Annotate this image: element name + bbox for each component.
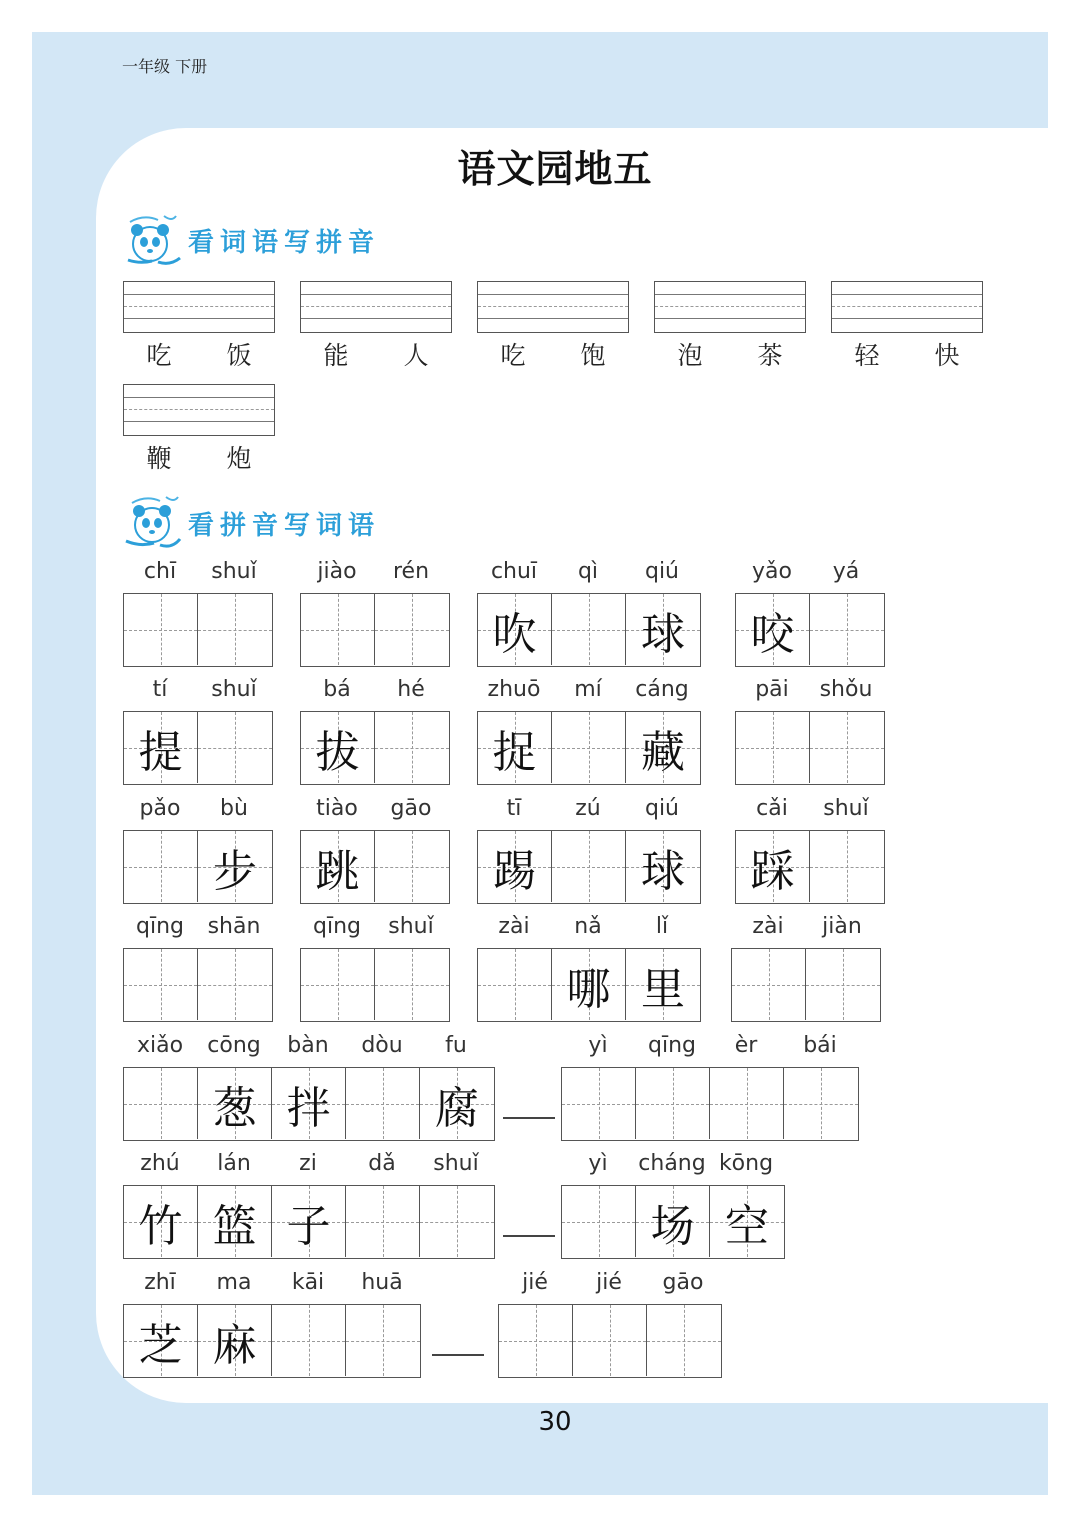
tianzige-cell[interactable] — [301, 831, 375, 902]
grid-character — [647, 1305, 721, 1376]
tianzige-grid — [300, 830, 450, 904]
tianzige-grid — [123, 948, 273, 1022]
tianzige-grid — [123, 593, 273, 667]
tianzige-grid — [561, 1185, 785, 1259]
grid-character — [375, 831, 449, 902]
dash-separator — [432, 1354, 484, 1356]
page-title: 语文园地五 — [457, 146, 653, 191]
word-character: 茶 — [757, 341, 783, 370]
grid-character — [810, 831, 884, 902]
pinyin-label: jié — [596, 1270, 622, 1295]
tianzige-cell[interactable] — [478, 831, 552, 902]
grid-character — [198, 712, 272, 783]
pinyin-label: qiú — [644, 559, 680, 584]
page-number: 30 — [538, 1407, 572, 1437]
tianzige-grid — [477, 711, 701, 785]
pinyin-label: huā — [361, 1270, 403, 1295]
section-2-header — [124, 493, 380, 553]
tianzige-cell[interactable] — [124, 712, 198, 783]
tianzige-cell[interactable] — [124, 1186, 198, 1257]
grid-character — [272, 1305, 345, 1376]
tianzige-grid — [477, 830, 701, 904]
tianzige-cell[interactable] — [124, 594, 198, 665]
pinyin-label: pǎo — [139, 796, 181, 821]
tianzige-cell[interactable] — [420, 1186, 494, 1257]
pinyin-label: qiú — [644, 796, 680, 821]
grade-label: 一年级 下册 — [122, 57, 208, 76]
word-character: 泡 — [677, 341, 703, 370]
tianzige-cell[interactable] — [499, 1305, 573, 1376]
grid-character — [375, 594, 449, 665]
grid-character — [301, 594, 374, 665]
grid-character: 场 — [650, 1200, 695, 1252]
grid-character: 里 — [641, 963, 685, 1015]
pinyin-label: zú — [575, 796, 601, 821]
pinyin-label: nǎ — [574, 914, 602, 939]
pinyin-label: ma — [216, 1270, 252, 1295]
grid-character: 葱 — [212, 1082, 257, 1134]
grid-character — [810, 594, 884, 665]
pinyin-label: bá — [323, 677, 351, 702]
grid-character: 咬 — [750, 608, 795, 660]
pinyin-label: shuǐ — [211, 677, 257, 702]
pinyin-label: zài — [752, 914, 784, 939]
pinyin-label: kōng — [718, 1151, 774, 1176]
tianzige-cell[interactable] — [301, 949, 375, 1020]
tianzige-cell[interactable] — [198, 712, 272, 783]
tianzige-cell[interactable] — [346, 1068, 420, 1139]
grid-character — [710, 1068, 783, 1139]
tianzige-cell[interactable] — [346, 1186, 420, 1257]
tianzige-cell[interactable] — [198, 1186, 272, 1257]
grid-character — [810, 712, 884, 783]
grid-character — [562, 1186, 635, 1257]
pinyin-label: jié — [522, 1270, 548, 1295]
pinyin-write-box[interactable] — [831, 281, 983, 333]
grid-character — [301, 949, 374, 1020]
pinyin-label: cǎi — [756, 796, 788, 821]
tianzige-cell[interactable] — [784, 1068, 858, 1139]
word-character: 炮 — [226, 444, 252, 473]
panda-icon — [124, 212, 182, 268]
tianzige-cell[interactable] — [552, 594, 626, 665]
tianzige-cell[interactable] — [736, 712, 810, 783]
grid-character: 步 — [213, 845, 257, 897]
grid-character — [124, 594, 197, 665]
grid-character — [806, 949, 880, 1020]
grid-character — [346, 1186, 419, 1257]
tianzige-cell[interactable] — [375, 594, 449, 665]
grid-character: 空 — [725, 1200, 769, 1252]
grid-character — [478, 949, 551, 1020]
tianzige-grid — [731, 948, 881, 1022]
tianzige-cell[interactable] — [198, 594, 272, 665]
tianzige-cell[interactable] — [636, 1186, 710, 1257]
tianzige-cell[interactable] — [478, 712, 552, 783]
grid-character: 捉 — [492, 726, 537, 778]
grid-character — [420, 1186, 494, 1257]
pinyin-label: qì — [577, 559, 599, 584]
tianzige-cell[interactable] — [198, 831, 272, 902]
word-character: 轻 — [854, 341, 880, 370]
tianzige-grid — [123, 711, 273, 785]
pinyin-label: bù — [220, 796, 248, 821]
tianzige-cell[interactable] — [272, 1068, 346, 1139]
grid-character — [124, 949, 197, 1020]
grid-character: 球 — [641, 608, 685, 660]
tianzige-grid — [123, 1304, 421, 1378]
tianzige-cell[interactable] — [810, 831, 884, 902]
tianzige-grid — [477, 948, 701, 1022]
pinyin-label: bàn — [287, 1033, 329, 1058]
tianzige-cell[interactable] — [375, 712, 449, 783]
pinyin-write-box[interactable] — [300, 281, 452, 333]
pinyin-label: tí — [152, 677, 168, 702]
pinyin-label: rén — [392, 559, 430, 584]
tianzige-cell[interactable] — [478, 949, 552, 1020]
pinyin-label: bái — [803, 1033, 837, 1058]
pinyin-label: zhuō — [487, 677, 541, 702]
tianzige-cell[interactable] — [198, 1305, 272, 1376]
grid-character — [198, 949, 272, 1020]
tianzige-cell[interactable] — [552, 712, 626, 783]
pinyin-label: dòu — [361, 1033, 403, 1058]
grid-character — [562, 1068, 635, 1139]
tianzige-cell[interactable] — [124, 949, 198, 1020]
grid-character — [375, 712, 449, 783]
tianzige-cell[interactable] — [732, 949, 806, 1020]
grid-character: 踢 — [492, 845, 537, 897]
tianzige-cell[interactable] — [710, 1068, 784, 1139]
grid-character — [499, 1305, 572, 1376]
panda-icon — [124, 495, 182, 551]
pinyin-label: zhú — [140, 1151, 180, 1176]
grid-character: 提 — [138, 726, 183, 778]
tianzige-cell[interactable] — [375, 949, 449, 1020]
tianzige-cell[interactable] — [375, 831, 449, 902]
word-character: 快 — [934, 341, 960, 370]
pinyin-label: kāi — [291, 1270, 325, 1295]
tianzige-grid — [300, 711, 450, 785]
tianzige-cell[interactable] — [573, 1305, 647, 1376]
pinyin-label: zi — [299, 1151, 317, 1176]
pinyin-label: zài — [498, 914, 530, 939]
tianzige-grid — [123, 1067, 495, 1141]
pinyin-write-box[interactable] — [477, 281, 629, 333]
word-character: 吃 — [500, 341, 526, 370]
pinyin-label: jiàn — [822, 914, 862, 939]
pinyin-label: mí — [574, 677, 602, 702]
tianzige-grid — [735, 593, 885, 667]
grid-character — [573, 1305, 646, 1376]
tianzige-grid — [477, 593, 701, 667]
pinyin-label: yǎo — [752, 559, 792, 584]
section-1-header — [124, 210, 380, 270]
grid-character — [375, 949, 449, 1020]
pinyin-label: shǒu — [819, 677, 873, 702]
pinyin-write-box[interactable] — [123, 384, 275, 436]
tianzige-cell[interactable] — [272, 1186, 346, 1257]
grid-character — [346, 1305, 420, 1376]
tianzige-cell[interactable] — [124, 831, 198, 902]
tianzige-cell[interactable] — [626, 831, 700, 902]
pinyin-label: cōng — [207, 1033, 261, 1058]
tianzige-cell[interactable] — [301, 712, 375, 783]
tianzige-cell[interactable] — [552, 949, 626, 1020]
pinyin-label: zhī — [144, 1270, 176, 1295]
pinyin-label: shān — [207, 914, 261, 939]
tianzige-cell[interactable] — [552, 831, 626, 902]
pinyin-label: yá — [832, 559, 860, 584]
grid-character — [346, 1068, 419, 1139]
tianzige-cell[interactable] — [636, 1068, 710, 1139]
tianzige-cell[interactable] — [626, 949, 700, 1020]
pinyin-write-box[interactable] — [654, 281, 806, 333]
pinyin-label: gāo — [662, 1270, 704, 1295]
pinyin-label: shuǐ — [211, 559, 257, 584]
tianzige-cell[interactable] — [736, 594, 810, 665]
tianzige-cell[interactable] — [647, 1305, 721, 1376]
grid-character — [198, 594, 272, 665]
grid-character: 球 — [641, 845, 685, 897]
grid-character: 哪 — [566, 963, 611, 1015]
grid-character: 篮 — [212, 1200, 257, 1252]
pinyin-label: lán — [217, 1151, 251, 1176]
tianzige-cell[interactable] — [736, 831, 810, 902]
tianzige-cell[interactable] — [478, 594, 552, 665]
pinyin-label: cáng — [635, 677, 689, 702]
tianzige-cell[interactable] — [346, 1305, 420, 1376]
grid-character: 拌 — [286, 1082, 331, 1134]
tianzige-grid — [123, 830, 273, 904]
grid-character — [736, 712, 809, 783]
word-character: 鞭 — [146, 444, 172, 473]
grid-character — [124, 831, 197, 902]
word-character: 人 — [403, 341, 429, 370]
pinyin-label: chī — [143, 559, 177, 584]
grid-character — [124, 1068, 197, 1139]
tianzige-cell[interactable] — [626, 594, 700, 665]
word-character: 饭 — [226, 341, 252, 370]
tianzige-grid — [735, 711, 885, 785]
tianzige-grid — [561, 1067, 859, 1141]
tianzige-cell[interactable] — [124, 1068, 198, 1139]
pinyin-label: jiào — [317, 559, 357, 584]
pinyin-label: èr — [734, 1033, 758, 1058]
grid-character — [552, 831, 625, 902]
tianzige-cell[interactable] — [272, 1305, 346, 1376]
grid-character — [636, 1068, 709, 1139]
pinyin-label: shuǐ — [388, 914, 434, 939]
grid-character: 竹 — [138, 1200, 183, 1252]
tianzige-cell[interactable] — [810, 594, 884, 665]
tianzige-cell[interactable] — [198, 949, 272, 1020]
tianzige-grid — [123, 1185, 495, 1259]
tianzige-cell[interactable] — [810, 712, 884, 783]
pinyin-label: lǐ — [655, 914, 669, 939]
tianzige-cell[interactable] — [710, 1186, 784, 1257]
pinyin-label: pāi — [755, 677, 789, 702]
pinyin-label: qīng — [648, 1033, 696, 1058]
pinyin-label: qīng — [313, 914, 361, 939]
pinyin-label: shuǐ — [823, 796, 869, 821]
pinyin-label: yì — [588, 1033, 608, 1058]
tianzige-cell[interactable] — [806, 949, 880, 1020]
pinyin-label: tī — [506, 796, 522, 821]
tianzige-grid — [300, 948, 450, 1022]
word-character: 饱 — [580, 341, 606, 370]
dash-separator — [503, 1235, 555, 1237]
grid-character: 腐 — [435, 1082, 479, 1134]
dash-separator — [503, 1117, 555, 1119]
grid-character: 麻 — [212, 1319, 257, 1371]
tianzige-cell[interactable] — [124, 1305, 198, 1376]
grid-character: 吹 — [492, 608, 537, 660]
grid-character: 芝 — [138, 1319, 183, 1371]
pinyin-label: qīng — [136, 914, 184, 939]
tianzige-grid — [300, 593, 450, 667]
section-2-title: 看拼音写词语 — [188, 510, 381, 541]
tianzige-cell[interactable] — [626, 712, 700, 783]
grid-character — [732, 949, 805, 1020]
tianzige-cell[interactable] — [562, 1186, 636, 1257]
pinyin-label: yì — [588, 1151, 608, 1176]
section-1-title: 看词语写拼音 — [188, 227, 381, 258]
grid-character — [552, 594, 625, 665]
grid-character: 拔 — [315, 726, 360, 778]
tianzige-cell[interactable] — [562, 1068, 636, 1139]
pinyin-label: cháng — [638, 1151, 706, 1176]
tianzige-grid — [498, 1304, 722, 1378]
grid-character — [784, 1068, 858, 1139]
grid-character: 子 — [286, 1200, 331, 1252]
pinyin-label: dǎ — [368, 1151, 396, 1176]
pinyin-label: shuǐ — [433, 1151, 479, 1176]
tianzige-cell[interactable] — [198, 1068, 272, 1139]
word-character: 能 — [323, 341, 349, 370]
pinyin-label: tiào — [316, 796, 358, 821]
pinyin-label: xiǎo — [136, 1033, 184, 1058]
tianzige-cell[interactable] — [301, 594, 375, 665]
pinyin-label: hé — [397, 677, 425, 702]
grid-character: 踩 — [750, 845, 795, 897]
tianzige-cell[interactable] — [420, 1068, 494, 1139]
grid-character: 藏 — [641, 726, 685, 778]
pinyin-write-box[interactable] — [123, 281, 275, 333]
grid-character — [552, 712, 625, 783]
tianzige-grid — [735, 830, 885, 904]
pinyin-label: chuī — [490, 559, 538, 584]
grid-character: 跳 — [315, 845, 360, 897]
pinyin-label: gāo — [390, 796, 432, 821]
pinyin-label: fu — [445, 1033, 467, 1058]
word-character: 吃 — [146, 341, 172, 370]
